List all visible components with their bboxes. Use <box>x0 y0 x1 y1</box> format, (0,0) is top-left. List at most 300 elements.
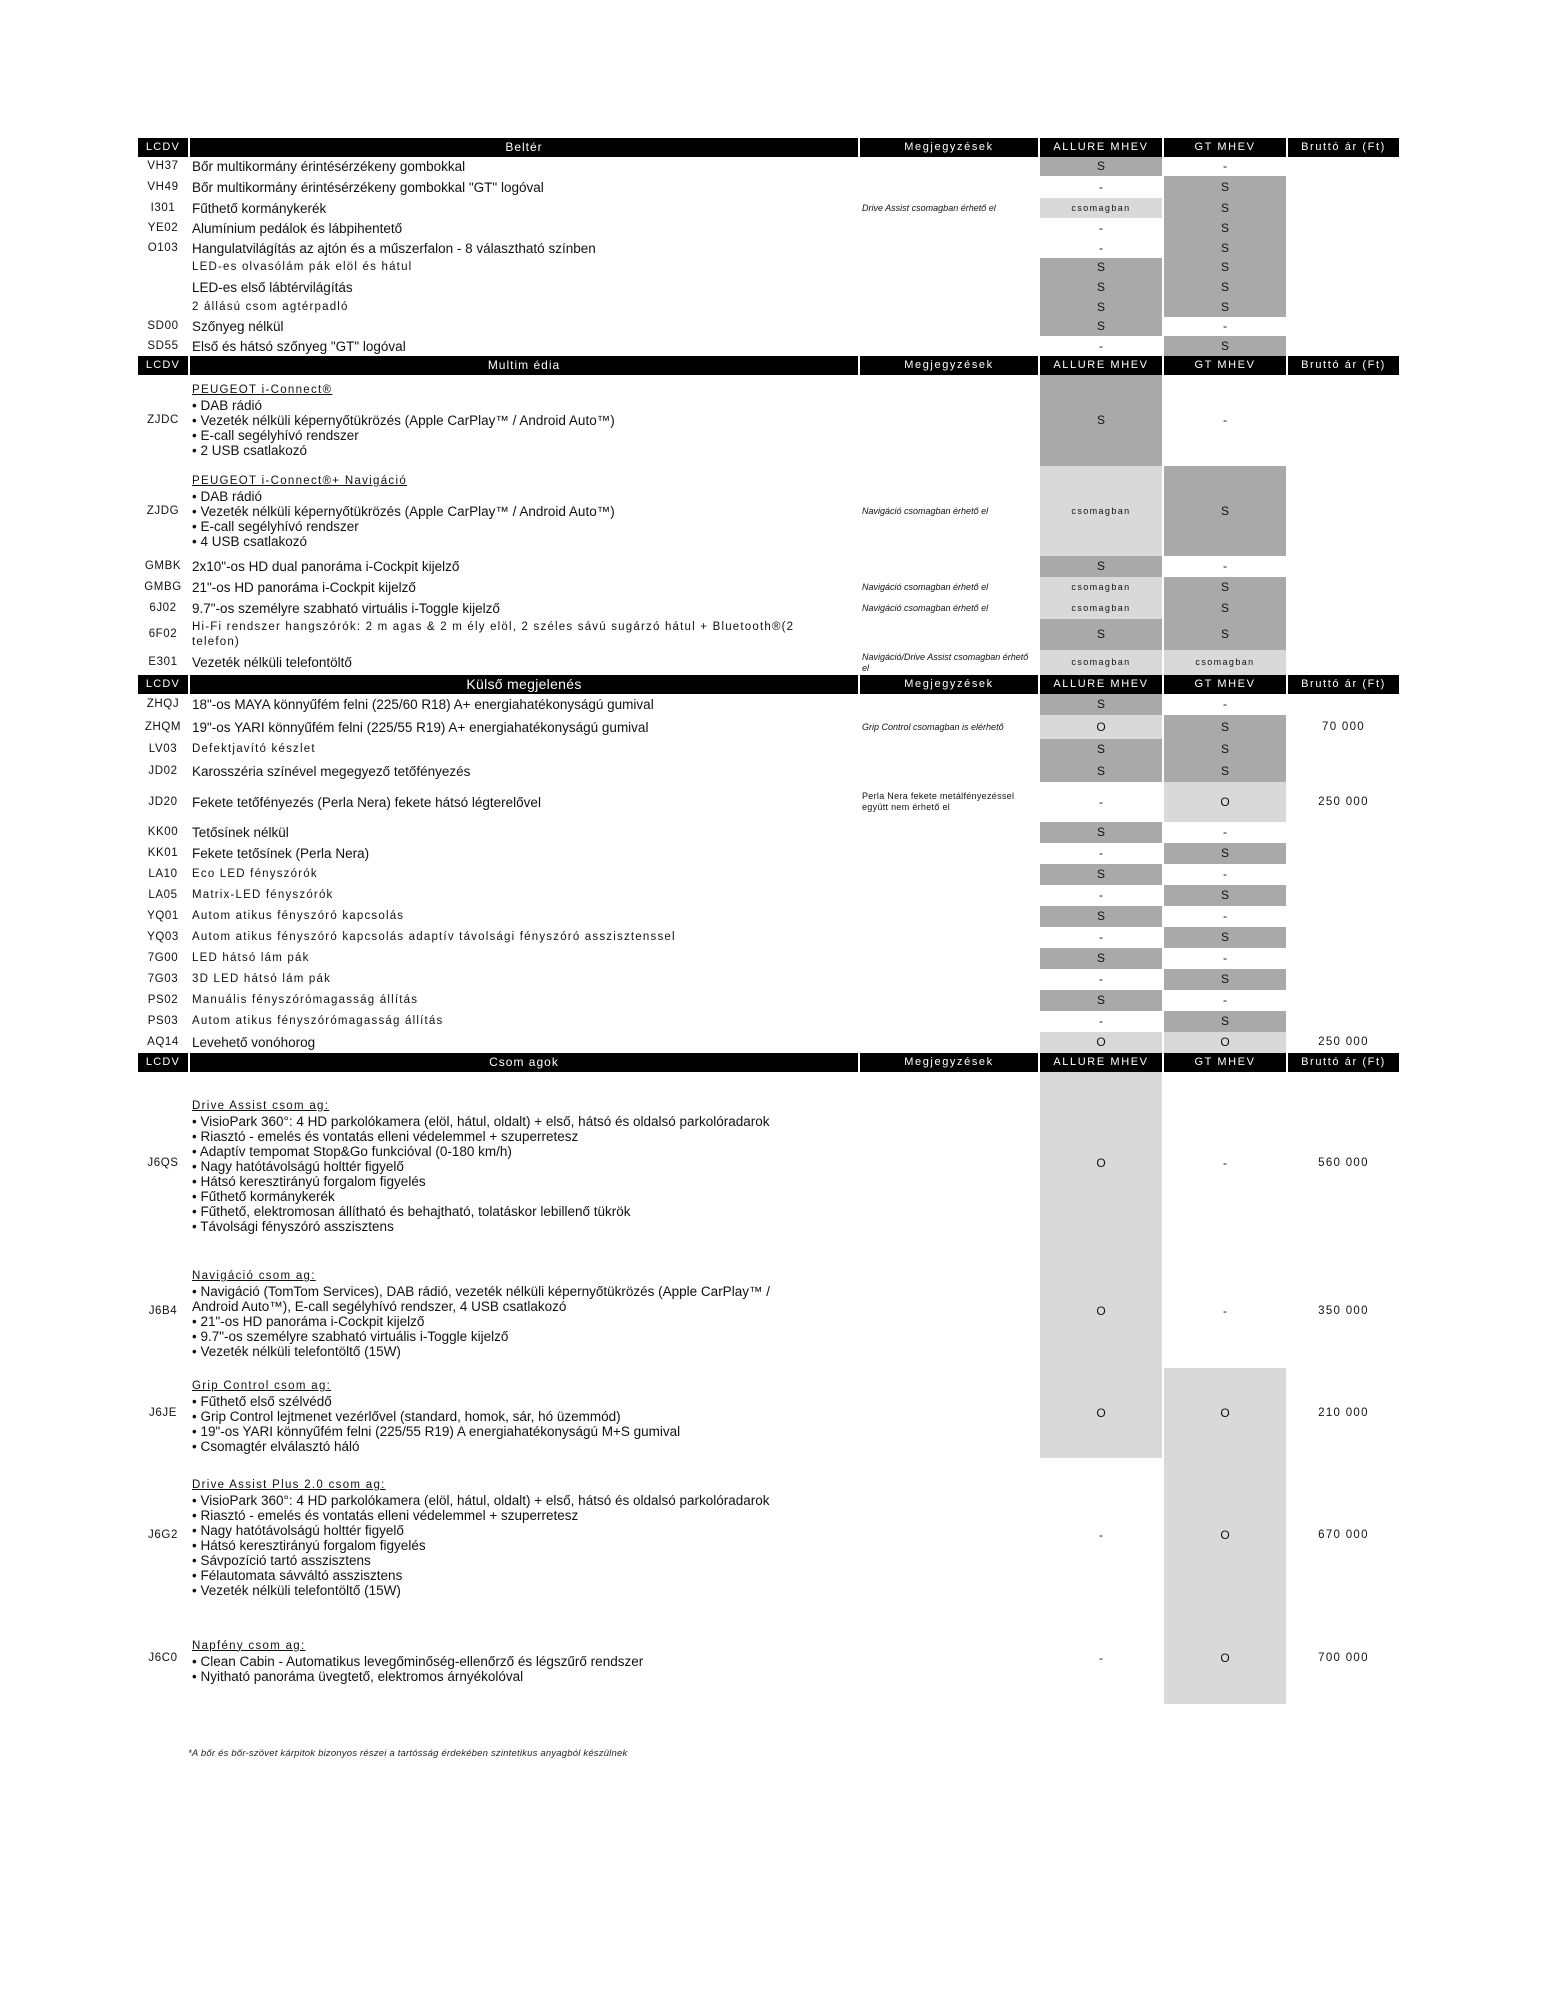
row-description <box>190 577 858 598</box>
description-line: Autom atikus fényszóró kapcsolás <box>192 910 405 922</box>
row-code: VH37 <box>147 160 179 172</box>
description-line: LED-es első lábtérvilágítás <box>192 280 353 295</box>
header-gt: GT MHEV <box>1164 356 1286 375</box>
row-note <box>860 1458 1038 1612</box>
description-line: Levehető vonóhorog <box>192 1035 316 1050</box>
description-line: Manuális fényszórómagasság állítás <box>192 994 419 1006</box>
table-row <box>138 1368 1399 1458</box>
description-line: • VisioPark 360°: 4 HD parkolókamera (elöl, hátul, oldalt) + első, hátsó és oldalsó parkolóradarok <box>192 1113 770 1129</box>
allure-availability: - <box>1099 972 1103 986</box>
table-row <box>138 1072 1399 1254</box>
package-title: Napfény csom ag: <box>192 1639 306 1652</box>
row-price <box>1288 239 1399 258</box>
row-description <box>190 760 858 782</box>
row-note <box>860 864 1038 885</box>
allure-availability: csomagban <box>1040 577 1162 598</box>
description-line: • Riasztó - emelés és vontatás elleni védelemmel + szuperretesz <box>192 1128 579 1144</box>
row-code: YQ01 <box>147 910 179 922</box>
row-description <box>190 239 858 258</box>
allure-availability: csomagban <box>1040 650 1162 675</box>
row-description <box>190 375 858 466</box>
section-title: Csom agok <box>190 1053 858 1072</box>
footnote: *A bőr és bőr-szövet kárpitok bizonyos részei a tartósság érdekében szintetikus anyagból készülnek <box>188 1748 628 1759</box>
row-description <box>190 650 858 675</box>
description-line: • Fűthető, elektromosan állítható és behajtható, tolatáskor lebillenő tükrök <box>192 1203 631 1219</box>
description-line: Szőnyeg nélkül <box>192 319 284 334</box>
row-note <box>860 619 1038 650</box>
description-line: Defektjavító készlet <box>192 743 316 755</box>
gt-availability: O <box>1164 1032 1286 1053</box>
row-description <box>190 619 858 650</box>
gt-availability: S <box>1164 715 1286 739</box>
allure-availability: S <box>1040 739 1162 760</box>
row-description <box>190 218 858 239</box>
gt-availability: O <box>1164 1612 1286 1704</box>
row-note: Grip Control csomagban is elérhető <box>862 721 1004 732</box>
table-row <box>138 1011 1399 1032</box>
row-price <box>1288 864 1399 885</box>
allure-availability: - <box>1099 1014 1103 1028</box>
table-row <box>138 1254 1399 1368</box>
equipment-table <box>136 138 1401 1704</box>
package-title: Drive Assist Plus 2.0 csom ag: <box>192 1479 386 1491</box>
row-price <box>1288 948 1399 969</box>
description-line: telefon) <box>192 635 240 648</box>
table-row <box>138 885 1399 906</box>
allure-availability: - <box>1099 221 1103 235</box>
gt-availability: S <box>1164 885 1286 906</box>
table-row <box>138 157 1399 176</box>
allure-availability: - <box>1099 888 1103 902</box>
allure-availability: - <box>1099 338 1103 353</box>
table-row <box>138 739 1399 760</box>
header-allure: ALLURE MHEV <box>1040 356 1162 375</box>
row-price <box>1288 885 1399 906</box>
row-price <box>1288 577 1399 598</box>
row-description <box>190 885 858 906</box>
row-description <box>190 556 858 577</box>
row-note <box>860 176 1038 198</box>
gt-availability: O <box>1164 782 1286 822</box>
row-code: ZHQM <box>144 720 182 733</box>
description-line: • Vezeték nélküli telefontöltő (15W) <box>192 1344 401 1359</box>
gt-availability: - <box>1223 159 1227 173</box>
row-code: GMBG <box>144 581 182 593</box>
row-code: ZHQJ <box>146 698 180 710</box>
gt-availability: O <box>1164 1368 1286 1458</box>
row-price <box>1288 990 1399 1011</box>
description-line: • Clean Cabin - Automatikus levegőminőség-ellenőrző és légszűrő rendszer <box>192 1653 644 1669</box>
gt-availability: O <box>1164 1458 1286 1612</box>
row-description <box>190 1254 858 1368</box>
row-code: PS02 <box>147 994 179 1006</box>
row-code: 7G00 <box>147 952 179 964</box>
row-note <box>860 1368 1038 1458</box>
description-line: • Vezeték nélküli képernyőtükrözés (Apple CarPlay™ / Android Auto™) <box>192 413 615 428</box>
row-note: Perla Nera fekete metálfényezéssel együtt nem érhető el <box>862 791 1015 812</box>
table-row <box>138 277 1399 298</box>
gt-availability: S <box>1164 760 1286 782</box>
row-note <box>860 1011 1038 1032</box>
gt-availability: S <box>1164 1011 1286 1032</box>
row-description <box>190 1368 858 1458</box>
row-code: PS03 <box>147 1015 179 1027</box>
row-description <box>190 782 858 822</box>
row-note <box>860 948 1038 969</box>
header-lcdv: LCDV <box>138 1053 188 1072</box>
header-price: Bruttó ár (Ft) <box>1288 138 1399 157</box>
table-row <box>138 298 1399 317</box>
row-note <box>860 218 1038 239</box>
allure-availability: - <box>1099 794 1103 809</box>
section-title: Külső megjelenés <box>190 675 858 694</box>
row-price: 700 000 <box>1318 1651 1369 1664</box>
gt-availability: S <box>1164 198 1286 218</box>
description-line: • Adaptív tempomat Stop&Go funkcióval (0-180 km/h) <box>192 1143 512 1159</box>
row-code: O103 <box>147 242 179 254</box>
row-price: 250 000 <box>1318 795 1369 808</box>
row-price <box>1288 258 1399 277</box>
description-line: • 2 USB csatlakozó <box>192 443 308 458</box>
header-lcdv: LCDV <box>138 138 188 157</box>
gt-availability: S <box>1164 619 1286 650</box>
description-line: • Csomagtér elválasztó háló <box>192 1438 360 1454</box>
row-price <box>1288 298 1399 317</box>
header-lcdv: LCDV <box>138 356 188 375</box>
gt-availability: - <box>1223 1303 1227 1318</box>
row-price <box>1288 760 1399 782</box>
row-description <box>190 948 858 969</box>
section-header <box>138 356 1399 375</box>
row-note: Navigáció csomagban érhető el <box>862 603 989 613</box>
description-line: • 9.7"-os személyre szabható virtuális i-Toggle kijelző <box>192 1329 509 1344</box>
header-gt: GT MHEV <box>1164 1053 1286 1072</box>
description-line: • 4 USB csatlakozó <box>192 533 308 549</box>
table-row <box>138 990 1399 1011</box>
allure-availability: - <box>1099 1650 1103 1665</box>
gt-availability: - <box>1223 867 1227 881</box>
row-description <box>190 739 858 760</box>
package-title: PEUGEOT i-Connect®+ Navigáció <box>192 474 408 487</box>
allure-availability: S <box>1040 619 1162 650</box>
row-code: AQ14 <box>147 1036 179 1048</box>
row-code: JD20 <box>148 795 178 808</box>
description-line: 9.7"-os személyre szabható virtuális i-Toggle kijelző <box>192 601 500 616</box>
description-line: • Nyitható panoráma üvegtető, elektromos árnyékolóval <box>192 1668 524 1684</box>
gt-availability: S <box>1164 277 1286 298</box>
row-note <box>860 1612 1038 1704</box>
table-row <box>138 375 1399 466</box>
row-price <box>1288 176 1399 198</box>
row-note: Navigáció csomagban érhető el <box>862 505 989 516</box>
row-note <box>860 336 1038 356</box>
row-description <box>190 864 858 885</box>
row-code <box>138 298 188 317</box>
table-row <box>138 782 1399 822</box>
allure-availability: - <box>1099 1527 1103 1542</box>
description-line: Autom atikus fényszóró kapcsolás adaptív távolsági fényszóró asszisztenssel <box>192 931 676 943</box>
row-price <box>1288 556 1399 577</box>
description-line: • E-call segélyhívó rendszer <box>192 428 359 443</box>
package-title: Drive Assist csom ag: <box>192 1099 330 1112</box>
row-note <box>860 822 1038 843</box>
section-title: Beltér <box>190 138 858 157</box>
row-code: J6B4 <box>148 1304 178 1317</box>
table-row <box>138 1032 1399 1053</box>
row-code: LA05 <box>148 889 178 901</box>
row-code <box>138 258 188 277</box>
description-line: Bőr multikormány érintésérzékeny gombokkal "GT" logóval <box>192 179 544 195</box>
row-note <box>860 298 1038 317</box>
description-line: 2x10"-os HD dual panoráma i-Cockpit kijelző <box>192 559 460 574</box>
row-code: YE02 <box>147 222 179 234</box>
row-note <box>860 1254 1038 1368</box>
row-note <box>860 1072 1038 1254</box>
allure-availability: S <box>1040 556 1162 577</box>
row-price: 210 000 <box>1318 1406 1369 1419</box>
description-line: • Sávpozíció tartó asszisztens <box>192 1553 371 1568</box>
description-line: Fekete tetőfényezés (Perla Nera) fekete hátsó légterelővel <box>192 794 541 810</box>
gt-availability: S <box>1164 598 1286 619</box>
description-line: Alumínium pedálok és lábpihentető <box>192 221 403 236</box>
description-line: • Nagy hatótávolságú holttér figyelő <box>192 1158 404 1174</box>
allure-availability: O <box>1040 1368 1162 1458</box>
description-line: 2 állású csom agtérpadló <box>192 301 349 313</box>
gt-availability: csomagban <box>1164 650 1286 675</box>
row-note <box>860 694 1038 715</box>
allure-availability: S <box>1040 298 1162 317</box>
gt-availability: - <box>1223 319 1227 333</box>
row-description <box>190 317 858 336</box>
allure-availability: O <box>1040 715 1162 739</box>
description-line: • Grip Control lejtmenet vezérlővel (standard, homok, sár, hó üzemmód) <box>192 1408 621 1424</box>
allure-availability: - <box>1099 179 1103 194</box>
row-price <box>1288 598 1399 619</box>
table-row <box>138 650 1399 675</box>
row-description <box>190 694 858 715</box>
section-header <box>138 675 1399 694</box>
description-line: Bőr multikormány érintésérzékeny gombokkal <box>192 159 466 174</box>
allure-availability: S <box>1040 317 1162 336</box>
row-note <box>860 277 1038 298</box>
row-description <box>190 466 858 556</box>
row-price <box>1288 650 1399 675</box>
gt-availability: - <box>1223 1155 1227 1170</box>
row-price <box>1288 157 1399 176</box>
row-price <box>1288 1011 1399 1032</box>
row-description <box>190 1011 858 1032</box>
description-line: Fűthető kormánykerék <box>192 200 327 216</box>
row-code: LA10 <box>148 868 178 880</box>
description-line: • Hátsó keresztirányú forgalom figyelés <box>192 1538 426 1553</box>
row-description <box>190 843 858 864</box>
allure-availability: S <box>1040 864 1162 885</box>
allure-availability: S <box>1040 948 1162 969</box>
row-description <box>190 1458 858 1612</box>
description-line: • 19"-os YARI könnyűfém felni (225/55 R19) A energiahatékonyságú M+S gumival <box>192 1423 681 1439</box>
description-line: • Nagy hatótávolságú holttér figyelő <box>192 1523 404 1538</box>
row-price: 670 000 <box>1318 1528 1369 1541</box>
row-price <box>1288 739 1399 760</box>
row-code: J6C0 <box>148 1651 178 1664</box>
row-code: I301 <box>150 201 176 214</box>
description-line: 21"-os HD panoráma i-Cockpit kijelző <box>192 580 416 595</box>
row-description <box>190 277 858 298</box>
gt-availability: S <box>1164 843 1286 864</box>
gt-availability: - <box>1223 697 1227 711</box>
allure-availability: O <box>1040 1032 1162 1053</box>
row-price <box>1288 694 1399 715</box>
row-note <box>860 739 1038 760</box>
row-code: LV03 <box>148 743 178 755</box>
row-description <box>190 715 858 739</box>
gt-availability: S <box>1164 969 1286 990</box>
row-code: ZJDC <box>147 414 179 426</box>
row-note <box>860 990 1038 1011</box>
row-description <box>190 198 858 218</box>
table-row <box>138 198 1399 218</box>
row-note <box>860 906 1038 927</box>
row-note <box>860 885 1038 906</box>
table-row <box>138 619 1399 650</box>
description-line: • Félautomata sávváltó asszisztens <box>192 1568 403 1583</box>
table-row <box>138 218 1399 239</box>
row-code: SD55 <box>147 339 179 352</box>
description-line: • Riasztó - emelés és vontatás elleni védelemmel + szuperretesz <box>192 1508 579 1523</box>
row-code: ZJDG <box>146 504 180 517</box>
table-row <box>138 577 1399 598</box>
row-note <box>860 556 1038 577</box>
description-line: • DAB rádió <box>192 398 263 413</box>
row-code: E301 <box>148 656 178 668</box>
description-line: 19"-os YARI könnyűfém felni (225/55 R19) A+ energiahatékonyságú gumival <box>192 719 649 735</box>
row-code: KK00 <box>147 826 179 838</box>
description-line: • Hátsó keresztirányú forgalom figyelés <box>192 1173 426 1189</box>
row-note <box>860 927 1038 948</box>
row-price <box>1288 822 1399 843</box>
description-line: • E-call segélyhívó rendszer <box>192 518 359 534</box>
gt-availability: S <box>1164 218 1286 239</box>
row-note <box>860 843 1038 864</box>
row-code: SD00 <box>147 320 179 332</box>
allure-availability: - <box>1099 930 1103 944</box>
header-price: Bruttó ár (Ft) <box>1288 1053 1399 1072</box>
description-line: Hi-Fi rendszer hangszórók: 2 m agas & 2 m ély elöl, 2 széles sávú sugárzó hátul + Bluetooth®(2 <box>192 620 795 633</box>
allure-availability: S <box>1040 906 1162 927</box>
row-note: Navigáció/Drive Assist csomagban érhető el <box>862 651 1029 673</box>
gt-availability: S <box>1164 577 1286 598</box>
section-header <box>138 1053 1399 1072</box>
description-line: Android Auto™), E-call segélyhívó rendszer, 4 USB csatlakozó <box>192 1299 567 1314</box>
row-code: VH49 <box>147 180 179 193</box>
header-gt: GT MHEV <box>1164 138 1286 157</box>
gt-availability: - <box>1223 559 1227 573</box>
gt-availability: S <box>1164 258 1286 277</box>
header-notes: Megjegyzések <box>860 1053 1038 1072</box>
gt-availability: - <box>1223 993 1227 1007</box>
row-code: GMBK <box>144 560 182 572</box>
description-line: • Fűthető első szélvédő <box>192 1393 332 1409</box>
header-price: Bruttó ár (Ft) <box>1288 356 1399 375</box>
description-line: Eco LED fényszórók <box>192 868 318 880</box>
gt-availability: - <box>1223 909 1227 923</box>
header-allure: ALLURE MHEV <box>1040 1053 1162 1072</box>
allure-availability: O <box>1040 1072 1162 1254</box>
row-code: 7G03 <box>147 973 179 985</box>
row-code: JD02 <box>148 764 178 777</box>
package-title: Grip Control csom ag: <box>192 1379 332 1392</box>
price-list-sheet <box>136 138 1399 1704</box>
row-description <box>190 176 858 198</box>
description-line: • DAB rádió <box>192 488 263 504</box>
row-code: J6JE <box>149 1406 177 1419</box>
allure-availability: csomagban <box>1040 198 1162 218</box>
header-gt: GT MHEV <box>1164 675 1286 694</box>
allure-availability: S <box>1040 375 1162 466</box>
gt-availability: - <box>1223 825 1227 839</box>
row-code: 6J02 <box>149 602 177 614</box>
package-title: PEUGEOT i-Connect® <box>192 384 333 396</box>
row-code: 6F02 <box>148 628 178 640</box>
table-row <box>138 715 1399 739</box>
row-price <box>1288 375 1399 466</box>
description-line: LED-es olvasólám pák elöl és hátul <box>192 261 413 273</box>
row-description <box>190 906 858 927</box>
allure-availability: - <box>1099 241 1103 255</box>
gt-availability: S <box>1164 239 1286 258</box>
table-row <box>138 258 1399 277</box>
row-note <box>860 375 1038 466</box>
allure-availability: S <box>1040 990 1162 1011</box>
header-allure: ALLURE MHEV <box>1040 675 1162 694</box>
allure-availability: S <box>1040 760 1162 782</box>
description-line: Karosszéria színével megegyező tetőfényezés <box>192 763 471 779</box>
gt-availability: S <box>1164 739 1286 760</box>
row-description <box>190 990 858 1011</box>
row-description <box>190 927 858 948</box>
description-line: • Navigáció (TomTom Services), DAB rádió, vezeték nélküli képernyőtükrözés (Apple CarPlay™ / <box>192 1284 770 1299</box>
allure-availability: S <box>1040 157 1162 176</box>
header-allure: ALLURE MHEV <box>1040 138 1162 157</box>
row-price: 70 000 <box>1322 720 1365 733</box>
description-line: Fekete tetősínek (Perla Nera) <box>192 846 370 861</box>
table-row <box>138 1612 1399 1704</box>
table-row <box>138 760 1399 782</box>
row-code: KK01 <box>147 847 179 859</box>
row-price: 560 000 <box>1318 1156 1369 1169</box>
gt-availability: - <box>1223 413 1227 427</box>
row-note <box>860 969 1038 990</box>
row-description <box>190 1032 858 1053</box>
row-price <box>1288 198 1399 218</box>
table-row <box>138 948 1399 969</box>
gt-availability: S <box>1164 466 1286 556</box>
section-title: Multim édia <box>190 356 858 375</box>
row-note: Drive Assist csomagban érhető el <box>862 202 996 213</box>
allure-availability: - <box>1099 846 1103 860</box>
description-line: • Fűthető kormánykerék <box>192 1188 335 1204</box>
package-title: Navigáció csom ag: <box>192 1270 316 1282</box>
row-description <box>190 336 858 356</box>
row-code: YQ03 <box>147 931 179 943</box>
gt-availability: S <box>1164 298 1286 317</box>
table-row <box>138 694 1399 715</box>
header-notes: Megjegyzések <box>860 356 1038 375</box>
row-price <box>1288 969 1399 990</box>
row-price <box>1288 336 1399 356</box>
table-row <box>138 1458 1399 1612</box>
description-line: Tetősínek nélkül <box>192 825 289 840</box>
